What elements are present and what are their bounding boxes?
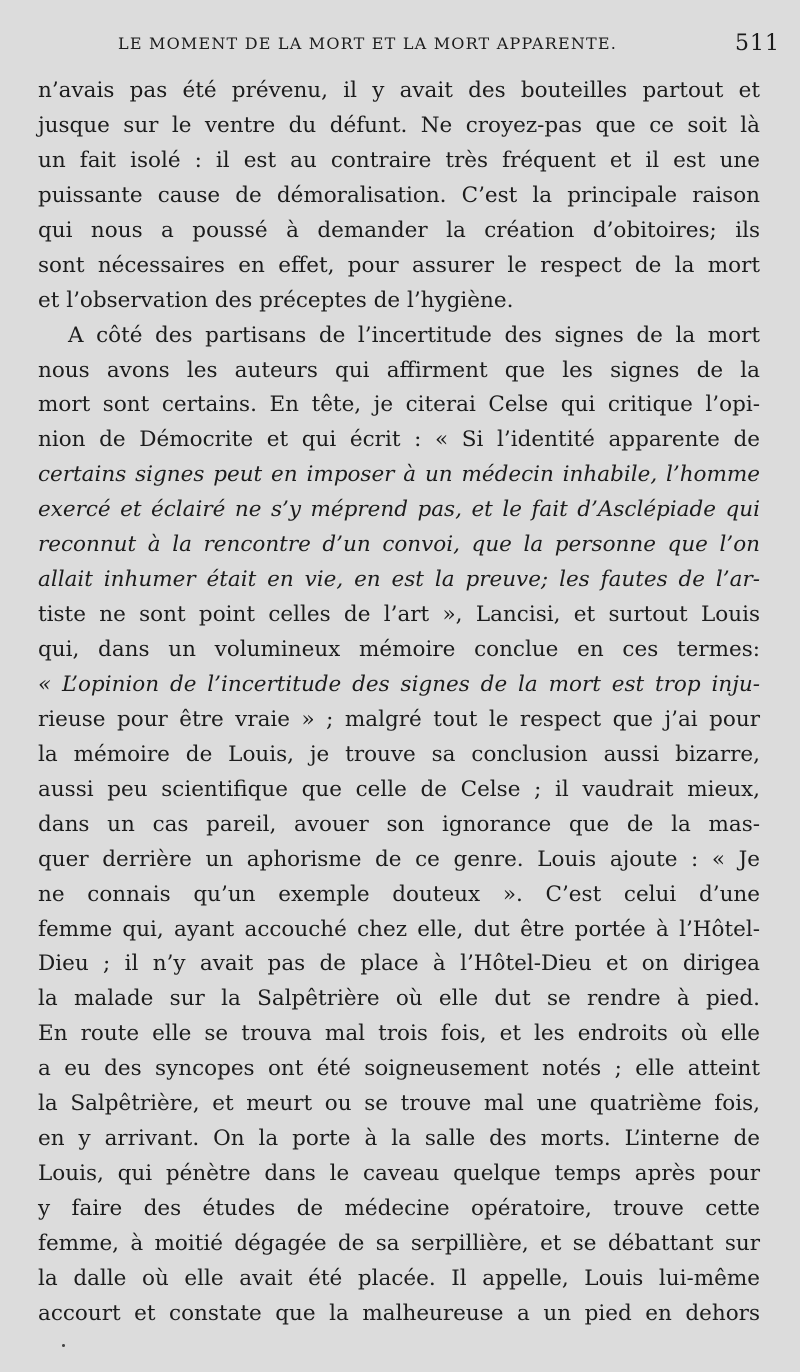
text-line: ne connais qu’un exemple douteux ». C’est celui d’une (38, 881, 760, 907)
text-line: Louis, qui pénètre dans le caveau quelque temps après pour (38, 1161, 760, 1187)
text-line: qui nous a poussé à demander la création d’obitoires; ils (38, 217, 760, 243)
text-line: la malade sur la Salpêtrière où elle dut se rendre à pied. (38, 986, 760, 1012)
running-title: LE MOMENT DE LA MORT ET LA MORT APPARENTE. (118, 34, 618, 53)
text-line: puissante cause de démoralisation. C’est la principale raison (38, 182, 760, 208)
text-line: nion de Démocrite et qui écrit : « Si l’identité apparente de (38, 427, 760, 453)
text-line: quer derrière un aphorisme de ce genre. Louis ajoute : « Je (38, 846, 760, 872)
text-line: la dalle où elle avait été placée. Il appelle, Louis lui-même (38, 1265, 760, 1291)
text-line: et l’observation des préceptes de l’hygiène. (38, 287, 514, 313)
text-line: allait inhumer était en vie, en est la preuve; les fautes de l’ar- (38, 567, 760, 593)
text-line: reconnut à la rencontre d’un convoi, que la personne que l’on (38, 532, 760, 558)
text-line: mort sont certains. En tête, je citerai Celse qui critique l’opi- (38, 392, 760, 418)
text-line: A côté des partisans de l’incertitude des signes de la mort (68, 322, 760, 348)
text-line: femme qui, ayant accouché chez elle, dut être portée à l’Hôtel- (38, 916, 760, 942)
text-line: la mémoire de Louis, je trouve sa conclusion aussi bizarre, (38, 741, 760, 767)
text-line: nous avons les auteurs qui affirment que les signes de la (38, 357, 760, 383)
page-header (100, 31, 780, 64)
body-text (38, 74, 760, 1332)
text-line: En route elle se trouva mal trois fois, et les endroits où elle (38, 1021, 760, 1047)
text-line: n’avais pas été prévenu, il y avait des bouteilles partout et (38, 78, 760, 103)
text-line: qui, dans un volumineux mémoire conclue en ces termes: (38, 637, 760, 662)
text-line: exercé et éclairé ne s’y méprend pas, et le fait d’Asclépiade qui (38, 497, 760, 523)
text-line: dans un cas pareil, avouer son ignorance que de la mas- (38, 811, 760, 837)
text-line: aussi peu scientifique que celle de Celse ; il vaudrait mieux, (38, 776, 760, 802)
text-line: un fait isolé : il est au contraire très fréquent et il est une (38, 147, 760, 173)
text-line: femme, à moitié dégagée de sa serpillière, et se débattant sur (38, 1230, 760, 1256)
text-line: en y arrivant. On la porte à la salle des morts. L’interne de (38, 1126, 760, 1152)
text-line: la Salpêtrière, et meurt ou se trouve mal une quatrième fois, (38, 1091, 760, 1117)
text-line: certains signes peut en imposer à un médecin inhabile, l’homme (38, 462, 760, 488)
text-line: accourt et constate que la malheureuse a un pied en dehors (38, 1300, 760, 1326)
text-line: « L’opinion de l’incertitude des signes de la mort est trop inju- (38, 671, 760, 697)
text-line: jusque sur le ventre du défunt. Ne croyez-pas que ce soit là (38, 112, 760, 138)
text-line: Dieu ; il n’y avait pas de place à l’Hôtel-Dieu et on dirigea (38, 951, 760, 977)
text-line: rieuse pour être vraie » ; malgré tout le respect que j’ai pour (38, 706, 760, 732)
page-number: 511 (735, 31, 780, 56)
text-line: sont nécessaires en effet, pour assurer le respect de la mort (38, 252, 760, 278)
text-line: a eu des syncopes ont été soigneusement notés ; elle atteint (38, 1056, 760, 1082)
paper-speck (62, 1344, 65, 1347)
text-line: tiste ne sont point celles de l’art », Lancisi, et surtout Louis (38, 602, 760, 628)
text-line: y faire des études de médecine opératoire, trouve cette (38, 1196, 760, 1221)
